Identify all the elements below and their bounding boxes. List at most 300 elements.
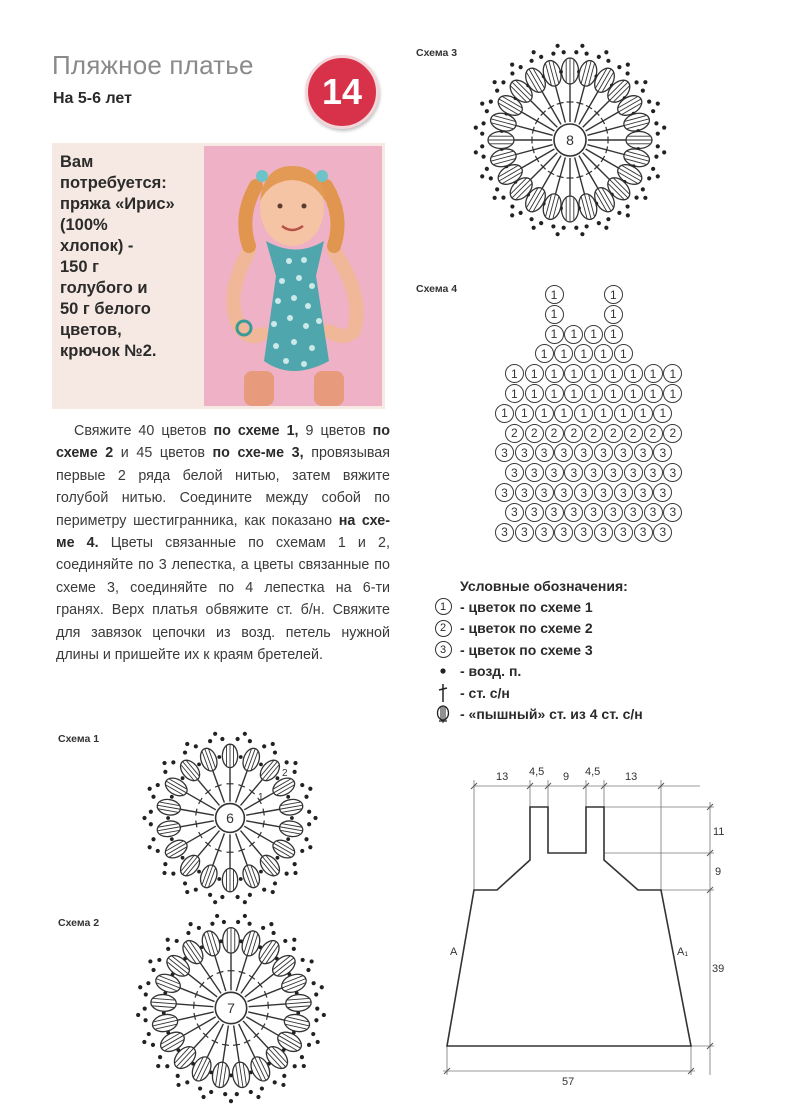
chain-dot — [510, 204, 514, 208]
chain-dot — [171, 872, 175, 876]
puff-stitch-petal — [283, 1012, 312, 1034]
chain-dot — [480, 144, 484, 148]
flower-cell-scheme3: 3 — [663, 463, 682, 482]
stitch-crossbar — [196, 809, 197, 816]
materials-line: хлопок) - — [60, 237, 134, 255]
chain-dot — [151, 837, 155, 841]
chain-dot — [647, 176, 651, 180]
flower-cell-scheme1: 1 — [574, 404, 593, 423]
double-crochet-stitch — [213, 771, 225, 803]
flower-cell-scheme1: 1 — [545, 325, 564, 344]
chain-dot — [510, 213, 514, 217]
scheme3-diagram — [470, 40, 670, 240]
double-crochet-icon — [437, 683, 449, 703]
chain-dot — [493, 80, 497, 84]
chain-dot — [304, 837, 308, 841]
chain-dot — [574, 226, 578, 230]
dim-bottom-width: 57 — [562, 1076, 575, 1088]
flower-cell-scheme1: 1 — [554, 404, 573, 423]
chain-dot — [292, 938, 296, 942]
flower-cell-scheme1: 1 — [644, 364, 663, 383]
dim-top-right: 13 — [625, 771, 638, 783]
flower-cell-scheme1: 1 — [614, 404, 633, 423]
chain-dot — [197, 762, 201, 766]
chain-dot — [300, 783, 304, 787]
chain-dot — [313, 816, 317, 820]
chain-dot — [293, 862, 297, 866]
chain-dot — [551, 224, 555, 228]
chain-dot — [229, 1099, 233, 1103]
flower-cell-scheme3: 3 — [624, 503, 643, 522]
chain-dot — [181, 776, 185, 780]
puff-stitch-petal — [222, 868, 237, 891]
chain-dot — [501, 80, 505, 84]
chain-dot — [156, 849, 160, 853]
chain-dot — [183, 750, 187, 754]
chain-dot — [314, 992, 318, 996]
flower-cell-scheme1: 1 — [564, 384, 583, 403]
chain-dot — [259, 762, 263, 766]
flower-cell-scheme1: 1 — [604, 325, 623, 344]
chain-dot — [480, 102, 484, 106]
chain-dot — [489, 99, 493, 103]
chain-dot — [654, 121, 658, 125]
chain-dot — [539, 221, 543, 225]
chain-dot — [208, 739, 212, 743]
chain-dot — [651, 167, 655, 171]
chain-dot — [151, 968, 155, 972]
tick-marks — [444, 783, 713, 1074]
instruction-text: провязывая первые 2 ряда белой нитью, затем вяжите голубой нитью. Соедините между собой по периметру шестигранника, как показано — [56, 445, 390, 529]
flower-cell-scheme1: 1 — [545, 364, 564, 383]
legend-label: - возд. п. — [460, 663, 522, 680]
flower-cell-scheme1: 1 — [545, 285, 564, 304]
instruction-text: 9 цветов — [298, 423, 373, 439]
chain-dot — [158, 1055, 162, 1059]
scheme-reference: по схеме 1, — [213, 423, 299, 439]
double-crochet-stitch — [223, 1025, 229, 1062]
chain-dot — [197, 926, 201, 930]
side-label-a1: A₁ — [677, 946, 689, 958]
chain-dot — [551, 51, 555, 55]
chain-dot — [301, 958, 305, 962]
flower-cell-scheme1: 1 — [525, 384, 544, 403]
chain-dot — [493, 196, 497, 200]
chain-dot — [651, 109, 655, 113]
flower-cell-scheme3: 3 — [644, 463, 663, 482]
flower-cell-scheme3: 3 — [614, 523, 633, 542]
puff-stitch-petal — [162, 837, 190, 862]
flower-cell-scheme3: 3 — [495, 523, 514, 542]
stitch-crossbar — [194, 1013, 196, 1020]
chain-stitch-icon — [438, 664, 448, 678]
chain-dot — [213, 900, 217, 904]
flower-cell-scheme3: 3 — [594, 443, 613, 462]
double-crochet-stitch — [234, 1025, 240, 1062]
chain-dot — [626, 63, 630, 67]
chain-dot — [307, 1043, 311, 1047]
row-marker-2: 2 — [282, 768, 288, 779]
flower-cell-scheme3: 3 — [634, 523, 653, 542]
puff-stitch-petal — [223, 928, 240, 953]
double-crochet-stitch — [583, 153, 610, 180]
chain-dot — [556, 232, 560, 236]
chain-dot — [617, 65, 621, 69]
chain-dot — [606, 59, 610, 63]
flower-cell-scheme3: 3 — [554, 443, 573, 462]
dress-outline — [447, 807, 691, 1046]
girl-illustration — [204, 146, 382, 406]
chain-dot — [166, 938, 170, 942]
chain-dot — [662, 150, 666, 154]
flower-cell-scheme3: 3 — [505, 463, 524, 482]
instruction-text: и 45 цветов — [113, 445, 213, 462]
page-title: Пляжное платье — [52, 50, 254, 80]
chain-dot — [142, 816, 146, 820]
chain-dot — [585, 224, 589, 228]
flower-cell-scheme3: 3 — [653, 523, 672, 542]
chain-dot — [293, 871, 297, 875]
dim-strap-right: 4,5 — [585, 766, 601, 778]
chain-dot — [259, 870, 263, 874]
chain-dot — [147, 1032, 151, 1036]
chain-dot — [276, 776, 280, 780]
flower-cell-scheme3: 3 — [604, 463, 623, 482]
chain-dot — [302, 1064, 306, 1068]
dim-top-left: 13 — [496, 771, 509, 783]
flower-cell-scheme1: 1 — [535, 344, 554, 363]
chain-dot — [256, 1095, 260, 1099]
chain-dot — [219, 939, 223, 943]
puff-stitch-petal — [231, 1061, 251, 1089]
legend — [432, 578, 732, 725]
flower-cell-scheme3: 3 — [653, 443, 672, 462]
chain-dot — [271, 931, 275, 935]
chain-dot — [239, 755, 243, 759]
double-crochet-stitch — [583, 100, 610, 127]
chain-dot — [643, 80, 647, 84]
chain-dot — [236, 895, 240, 899]
legend-label: - «пышный» ст. из 4 ст. с/н — [460, 706, 643, 723]
flower-cell-scheme2: 2 — [644, 424, 663, 443]
chain-dot — [243, 914, 247, 918]
dress — [264, 241, 329, 371]
puff-stitch-petal — [278, 798, 304, 817]
flower-cell-scheme2: 2 — [624, 424, 643, 443]
chain-dot — [243, 732, 247, 736]
materials-line: голубого и — [60, 279, 148, 297]
chain-dot — [312, 981, 316, 985]
stitch-crossbar — [194, 1002, 195, 1009]
chain-dot — [643, 196, 647, 200]
chain-dot — [634, 80, 638, 84]
flower-cell-scheme3: 3 — [614, 483, 633, 502]
stitch-crossbar — [222, 1044, 229, 1045]
chain-dot — [151, 1043, 155, 1047]
flower-cell-scheme2: 2 — [564, 424, 583, 443]
materials-line: потребуется: — [60, 174, 167, 192]
chain-dot — [495, 187, 499, 191]
chain-dot — [148, 959, 152, 963]
chain-dot — [314, 1018, 318, 1022]
flower-cell-scheme3: 3 — [515, 443, 534, 462]
chain-dot — [138, 985, 142, 989]
puff-stitch-petal — [270, 837, 298, 862]
flower-cell-scheme2: 2 — [525, 424, 544, 443]
legend-item — [432, 639, 732, 661]
puff-stitch-petal — [626, 132, 652, 149]
double-crochet-stitch — [246, 1017, 278, 1036]
chain-dot — [519, 211, 523, 215]
chain-dot — [220, 737, 224, 741]
flower-cell-scheme1: 1 — [634, 404, 653, 423]
chain-dot — [316, 1040, 320, 1044]
chain-dot — [210, 922, 214, 926]
chain-dot — [606, 217, 610, 221]
flower-cell-scheme3: 3 — [594, 523, 613, 542]
flower-cell-scheme3: 3 — [505, 503, 524, 522]
chain-dot — [175, 939, 179, 943]
flower-cell-scheme3: 3 — [584, 463, 603, 482]
double-crochet-stitch — [530, 100, 557, 127]
legend-label: - ст. с/н — [460, 684, 510, 701]
stitch-crossbar — [267, 1013, 269, 1020]
chain-dot — [146, 981, 150, 985]
flower-cell-scheme1: 1 — [554, 344, 573, 363]
chain-dot — [194, 888, 198, 892]
chain-dot — [201, 1095, 205, 1099]
chain-dot — [293, 761, 297, 765]
double-crochet-stitch — [176, 1004, 213, 1007]
chain-dot — [286, 837, 290, 841]
flower-cell-scheme3: 3 — [614, 443, 633, 462]
chain-dot — [481, 155, 485, 159]
double-crochet-stitch — [207, 1024, 223, 1058]
chain-dot — [539, 55, 543, 59]
flower-cell-scheme3: 3 — [515, 483, 534, 502]
chain-dot — [248, 893, 252, 897]
flower-cell-scheme3: 3 — [624, 463, 643, 482]
flower-cell-scheme3: 3 — [663, 503, 682, 522]
flower-cell-scheme3: 3 — [574, 483, 593, 502]
puff-stitch-petal — [488, 132, 514, 149]
flower-scheme3-icon: 3 — [435, 641, 452, 658]
flower-cell-scheme1: 1 — [535, 404, 554, 423]
chain-dot — [315, 1007, 319, 1011]
flower-cell-scheme1: 1 — [505, 364, 524, 383]
chain-dot — [162, 761, 166, 765]
flower-cell-scheme1: 1 — [574, 344, 593, 363]
flower-cell-scheme1: 1 — [545, 305, 564, 324]
chain-dot — [273, 881, 277, 885]
chain-dot — [307, 810, 311, 814]
scheme2-label: Схема 2 — [58, 917, 100, 929]
materials-line: цветов, — [60, 321, 122, 339]
chain-dot — [597, 55, 601, 59]
stitch-crossbar — [268, 1002, 269, 1009]
flower-cell-scheme3: 3 — [564, 463, 583, 482]
double-crochet-stitch — [239, 1024, 255, 1058]
flower-scheme2-icon: 2 — [435, 620, 452, 637]
flower-scheme1-icon: 1 — [435, 598, 452, 615]
chain-dot — [293, 1064, 297, 1068]
stitch-crossbar — [207, 975, 213, 979]
chain-dot — [235, 1092, 239, 1096]
chain-dot — [604, 50, 608, 54]
chain-dot — [176, 1074, 180, 1078]
stitch-crossbar — [196, 820, 197, 827]
scheme1-diagram — [140, 728, 320, 908]
chain-dot — [194, 744, 198, 748]
chain-dot — [162, 871, 166, 875]
chain-dot — [249, 1090, 253, 1094]
chain-dot — [485, 109, 489, 113]
chain-dot — [562, 50, 566, 54]
chain-dot — [604, 226, 608, 230]
chain-dot — [532, 50, 536, 54]
puff-stitch-petal — [278, 819, 304, 838]
scheme3-label: Схема 3 — [416, 47, 458, 59]
chain-dot — [656, 132, 660, 136]
legend-item — [432, 682, 732, 704]
chain-dot — [285, 872, 289, 876]
dim-height-strap: 11 — [713, 826, 725, 838]
flower-cell-scheme2: 2 — [604, 424, 623, 443]
flower-cell-scheme3: 3 — [495, 443, 514, 462]
flower-cell-scheme1: 1 — [525, 364, 544, 383]
chain-dot — [322, 1013, 326, 1017]
materials-line: Вам — [60, 153, 94, 171]
chain-dot — [281, 1083, 285, 1087]
chain-dot — [217, 755, 221, 759]
chain-dot — [641, 89, 645, 93]
flower-cell-scheme3: 3 — [644, 503, 663, 522]
chain-dot — [198, 1086, 202, 1090]
legend-label: - цветок по схеме 2 — [460, 620, 593, 637]
flower-cell-scheme1: 1 — [564, 364, 583, 383]
chain-dot — [185, 890, 189, 894]
scheme-reference: на схе-ме 4. — [56, 512, 390, 552]
flower-cell-scheme1: 1 — [624, 384, 643, 403]
instruction-text: Цветы связанные по схемам 1 и 2, соединяйте по 3 лепестка, а цветы связанные по схеме 3, соединяйте по 4 лепестка на 6-ти гранях. Верх платья обвяжите ст. б/н. Свяжите для завязок цепочки из возд. петель нужной длины и пришейте их к краям бретелей. — [56, 535, 390, 664]
chain-dot — [269, 922, 273, 926]
chain-dot — [480, 174, 484, 178]
puff-stitch-petal — [285, 994, 312, 1013]
chain-dot — [163, 862, 167, 866]
chain-dot — [585, 51, 589, 55]
hair-tie-left — [256, 170, 268, 182]
chain-dot — [306, 968, 310, 972]
flower-cell-scheme3: 3 — [554, 523, 573, 542]
chain-dot — [143, 1007, 147, 1011]
flower-cell-scheme1: 1 — [594, 404, 613, 423]
flower-cell-scheme3: 3 — [535, 483, 554, 502]
chain-dot — [149, 822, 153, 826]
leg-right — [314, 371, 344, 406]
dress-photo — [204, 146, 382, 406]
puff-stitch-petal — [222, 744, 237, 767]
flower-cell-scheme3: 3 — [535, 443, 554, 462]
chain-dot — [656, 174, 660, 178]
chain-dot — [148, 787, 152, 791]
center-chain-count: 6 — [226, 810, 234, 826]
double-crochet-stitch — [530, 153, 557, 180]
leg-left — [244, 371, 274, 406]
chain-dot — [260, 1086, 264, 1090]
legend-label: - цветок по схеме 3 — [460, 641, 593, 658]
chain-dot — [656, 102, 660, 106]
chain-dot — [597, 221, 601, 225]
chain-dot — [574, 50, 578, 54]
chain-dot — [617, 211, 621, 215]
materials-line: (100% — [60, 216, 108, 234]
chain-dot — [634, 195, 638, 199]
materials-line: пряжа «Ирис» — [60, 195, 175, 213]
legend-item — [432, 704, 732, 726]
center-chain-count: 8 — [566, 132, 574, 148]
dim-neck: 9 — [563, 771, 570, 783]
age-subtitle: На 5-6 лет — [53, 90, 132, 107]
legend-item — [432, 618, 732, 640]
chain-dot — [271, 742, 275, 746]
chain-dot — [215, 914, 219, 918]
flower-cell-scheme1: 1 — [604, 384, 623, 403]
chain-dot — [510, 71, 514, 75]
chain-dot — [166, 947, 170, 951]
flower-cell-scheme1: 1 — [495, 404, 514, 423]
chain-dot — [495, 89, 499, 93]
flower-cell-scheme3: 3 — [545, 463, 564, 482]
chain-dot — [262, 744, 266, 748]
chain-dot — [209, 1090, 213, 1094]
chain-dot — [236, 920, 240, 924]
chain-dot — [148, 845, 152, 849]
chain-dot — [293, 770, 297, 774]
flower-cell-scheme2: 2 — [584, 424, 603, 443]
chain-dot — [292, 947, 296, 951]
chain-dot — [308, 845, 312, 849]
stitch-crossbar — [249, 975, 255, 979]
instruction-text: Свяжите 40 цветов — [74, 423, 214, 439]
chain-dot — [474, 126, 478, 130]
chain-dot — [532, 226, 536, 230]
puff-stitch-petal — [198, 746, 220, 773]
puff-stitch-petal — [151, 1012, 180, 1034]
chain-dot — [171, 760, 175, 764]
flower-cell-scheme3: 3 — [594, 483, 613, 502]
chain-dot — [559, 70, 563, 74]
chain-dot — [625, 204, 629, 208]
chain-dot — [142, 1040, 146, 1044]
flower-cell-scheme3: 3 — [515, 523, 534, 542]
chain-dot — [166, 816, 170, 820]
dress-pattern-diagram — [430, 755, 750, 1095]
flower-cell-scheme1: 1 — [644, 384, 663, 403]
dim-height-skirt: 39 — [712, 963, 725, 975]
side-label-a: A — [450, 946, 458, 958]
instructions-paragraph — [56, 420, 390, 666]
puff-stitch-petal — [156, 798, 182, 817]
chain-dot — [300, 1055, 304, 1059]
chain-dot — [239, 877, 243, 881]
materials-line: 150 г — [60, 258, 99, 276]
chain-dot — [170, 795, 174, 799]
chain-dot — [641, 187, 645, 191]
legend-title: Условные обозначения: — [460, 578, 628, 594]
flower-cell-scheme1: 1 — [663, 364, 682, 383]
flower-cell-scheme3: 3 — [554, 483, 573, 502]
flower-cell-scheme1: 1 — [604, 305, 623, 324]
